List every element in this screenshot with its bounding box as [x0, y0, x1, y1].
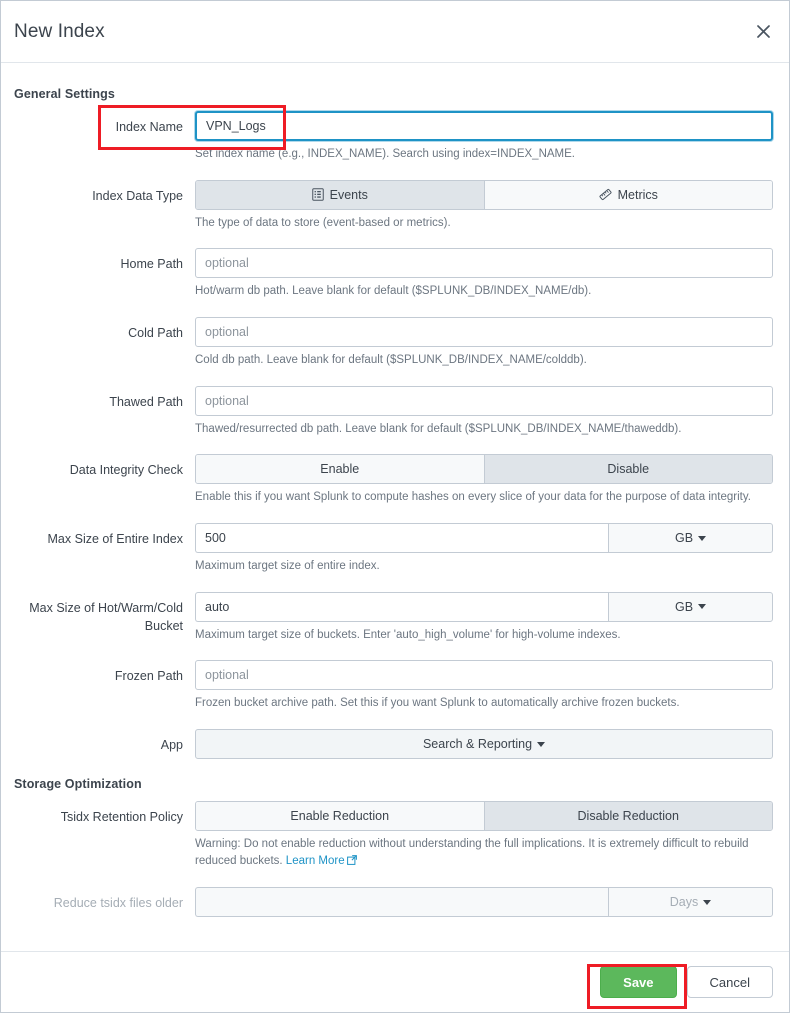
segment-metrics-label: Metrics: [617, 187, 658, 202]
thawed-path-input[interactable]: [195, 386, 773, 416]
reduce-tsidx-group: [195, 887, 773, 917]
label-max-size-entire-index: Max Size of Entire Index: [47, 532, 183, 547]
form-row-reduce-tsidx: [14, 887, 773, 917]
index-data-type-segmented-control: [195, 180, 773, 210]
close-icon[interactable]: [751, 20, 775, 44]
reduce-tsidx-unit-label: Days: [669, 895, 699, 910]
max-size-entire-index-input[interactable]: [195, 523, 608, 553]
app-select[interactable]: [195, 729, 773, 759]
reduce-tsidx-unit-select: [608, 887, 773, 917]
segment-enable-reduction-label: Enable Reduction: [290, 809, 390, 824]
reduce-tsidx-input: [195, 887, 608, 917]
label-home-path: Home Path: [120, 257, 183, 272]
modal-body: [1, 63, 789, 951]
form-row-index-name: [14, 111, 773, 163]
segment-events[interactable]: [196, 181, 485, 209]
segment-integrity-enable[interactable]: [196, 455, 485, 483]
max-size-bucket-unit-label: GB: [674, 599, 694, 614]
help-tsidx-warning-text: Warning: Do not enable reduction without understanding the full implications. It is extremely difficult to rebuild reduced buckets.: [195, 838, 749, 867]
form-row-home-path: [14, 248, 773, 300]
max-size-bucket-input[interactable]: [195, 592, 608, 622]
help-frozen-path: Frozen bucket archive path. Set this if you want Splunk to automatically archive frozen buckets.: [195, 697, 680, 710]
segment-metrics[interactable]: [485, 181, 773, 209]
help-max-size-bucket: Maximum target size of buckets. Enter 'auto_high_volume' for high-volume indexes.: [195, 628, 621, 641]
save-button[interactable]: Save: [600, 966, 676, 998]
modal-header: [1, 1, 789, 63]
events-icon: [312, 188, 324, 201]
form-row-index-data-type: [14, 180, 773, 232]
section-title-general: General Settings: [14, 87, 115, 101]
chevron-down-icon: [537, 742, 545, 747]
index-name-input[interactable]: [195, 111, 773, 141]
help-tsidx-retention-policy: [195, 836, 773, 870]
label-thawed-path: Thawed Path: [109, 394, 183, 409]
chevron-down-icon: [698, 536, 706, 541]
learn-more-link[interactable]: Learn More: [285, 854, 345, 867]
label-reduce-tsidx: Reduce tsidx files older: [53, 896, 183, 911]
help-cold-path: Cold db path. Leave blank for default ($SPLUNK_DB/INDEX_NAME/colddb).: [195, 354, 587, 367]
help-thawed-path: Thawed/resurrected db path. Leave blank for default ($SPLUNK_DB/INDEX_NAME/thaweddb).: [195, 422, 682, 435]
form-row-app: [14, 729, 773, 759]
form-row-data-integrity-check: [14, 454, 773, 506]
max-size-entire-index-group: [195, 523, 773, 553]
label-frozen-path: Frozen Path: [114, 669, 183, 684]
help-max-size-entire-index: Maximum target size of entire index.: [195, 560, 380, 573]
label-cold-path: Cold Path: [128, 326, 183, 341]
app-select-value: Search & Reporting: [422, 737, 533, 752]
home-path-input[interactable]: [195, 248, 773, 278]
segment-integrity-disable[interactable]: [485, 455, 773, 483]
segment-disable-reduction-label: Disable Reduction: [577, 809, 679, 824]
label-tsidx-retention-policy: Tsidx Retention Policy: [60, 810, 183, 825]
form-row-max-size-bucket: [14, 592, 773, 644]
help-data-integrity-check: Enable this if you want Splunk to compute hashes on every slice of your data for the purpose of data integrity.: [195, 491, 751, 504]
label-index-name: Index Name: [115, 120, 183, 134]
frozen-path-input[interactable]: [195, 660, 773, 690]
form-row-cold-path: [14, 317, 773, 369]
cold-path-input[interactable]: [195, 317, 773, 347]
label-data-integrity-check: Data Integrity Check: [69, 463, 183, 478]
chevron-down-icon: [698, 604, 706, 609]
segment-integrity-disable-label: Disable: [607, 462, 650, 477]
external-link-icon: [347, 854, 357, 871]
help-home-path: Hot/warm db path. Leave blank for default ($SPLUNK_DB/INDEX_NAME/db).: [195, 285, 592, 298]
segment-enable-reduction[interactable]: [196, 802, 485, 830]
label-app: App: [160, 738, 183, 753]
data-integrity-segmented-control: [195, 454, 773, 484]
max-size-bucket-unit-select[interactable]: [608, 592, 773, 622]
metrics-icon: [599, 188, 612, 201]
form-row-tsidx-retention-policy: [14, 801, 773, 870]
cancel-button[interactable]: Cancel: [687, 966, 773, 998]
chevron-down-icon: [703, 900, 711, 905]
form-row-thawed-path: [14, 386, 773, 438]
form-row-frozen-path: [14, 660, 773, 712]
tsidx-retention-segmented-control: [195, 801, 773, 831]
page-title: New Index: [14, 20, 105, 42]
max-size-entire-index-unit-select[interactable]: [608, 523, 773, 553]
max-size-entire-index-unit-label: GB: [674, 531, 694, 546]
segment-integrity-enable-label: Enable: [320, 462, 360, 477]
max-size-bucket-group: [195, 592, 773, 622]
section-title-storage: Storage Optimization: [14, 777, 142, 792]
help-index-data-type: The type of data to store (event-based or metrics).: [195, 216, 451, 229]
modal-footer: [1, 951, 789, 1012]
form-row-max-size-entire-index: [14, 523, 773, 575]
label-index-data-type: Index Data Type: [92, 188, 183, 203]
segment-events-label: Events: [329, 187, 368, 202]
segment-disable-reduction[interactable]: [485, 802, 773, 830]
help-index-name: Set index name (e.g., INDEX_NAME). Search using index=INDEX_NAME.: [195, 148, 575, 160]
label-max-size-bucket: Max Size of Hot/Warm/Cold Bucket: [29, 600, 183, 633]
